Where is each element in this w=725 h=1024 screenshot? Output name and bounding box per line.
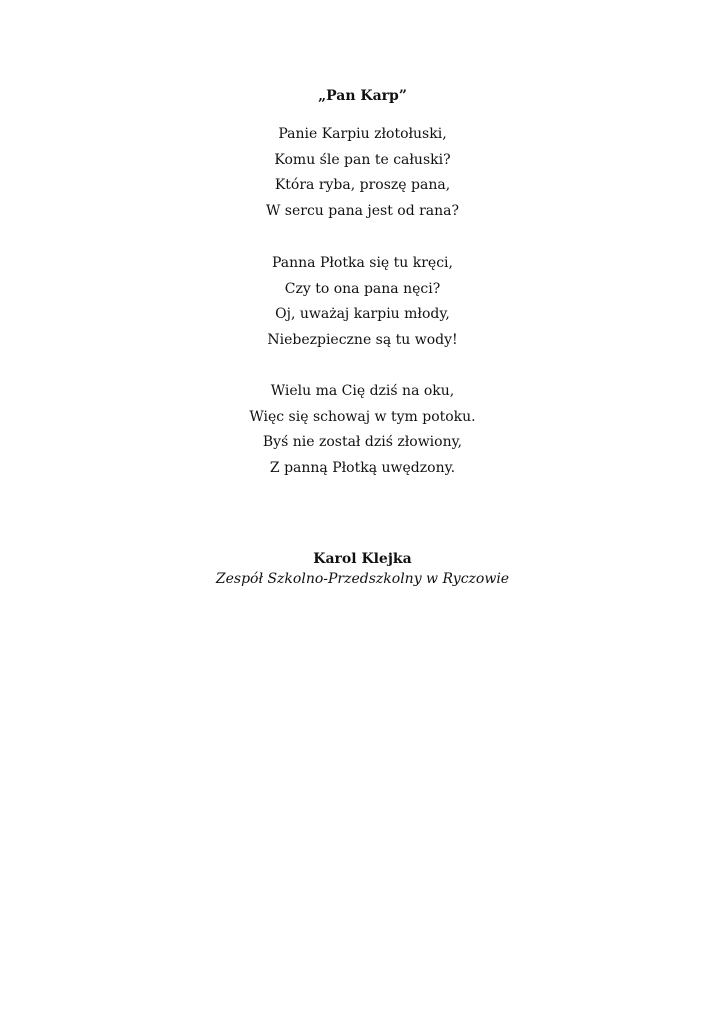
poem-line: Komu śle pan te całuski?	[274, 151, 451, 168]
poem-line: Byś nie został dziś złowiony,	[262, 434, 463, 451]
poem-line: Oj, uważaj karpiu młody,	[275, 306, 450, 323]
author-name: Karol Klejka	[313, 551, 412, 567]
poem-line: Czy to ona pana nęci?	[284, 280, 441, 297]
school-name: Zespół Szkolno-Przedszkolny w Ryczowie	[215, 571, 510, 587]
poem-line: Niebezpieczne są tu wody!	[267, 332, 458, 349]
poem-line: Wielu ma Cię dziś na oku,	[270, 383, 455, 399]
stanza-1	[0, 122, 725, 225]
poem-line: Która ryba, proszę pana,	[274, 177, 451, 194]
poem-line: Z panną Płotką uwędzony.	[269, 460, 456, 477]
stanza-2	[0, 251, 725, 354]
poem-line: Panna Płotka się tu kręci,	[272, 255, 453, 271]
poem-line: Więc się schowaj w tym potoku.	[249, 408, 476, 425]
poem-line: Panie Karpiu złotołuski,	[278, 126, 447, 142]
poem-line: W sercu pana jest od rana?	[265, 203, 460, 220]
stanza-3	[0, 379, 725, 482]
poem-title: „Pan Karp”	[318, 88, 407, 104]
